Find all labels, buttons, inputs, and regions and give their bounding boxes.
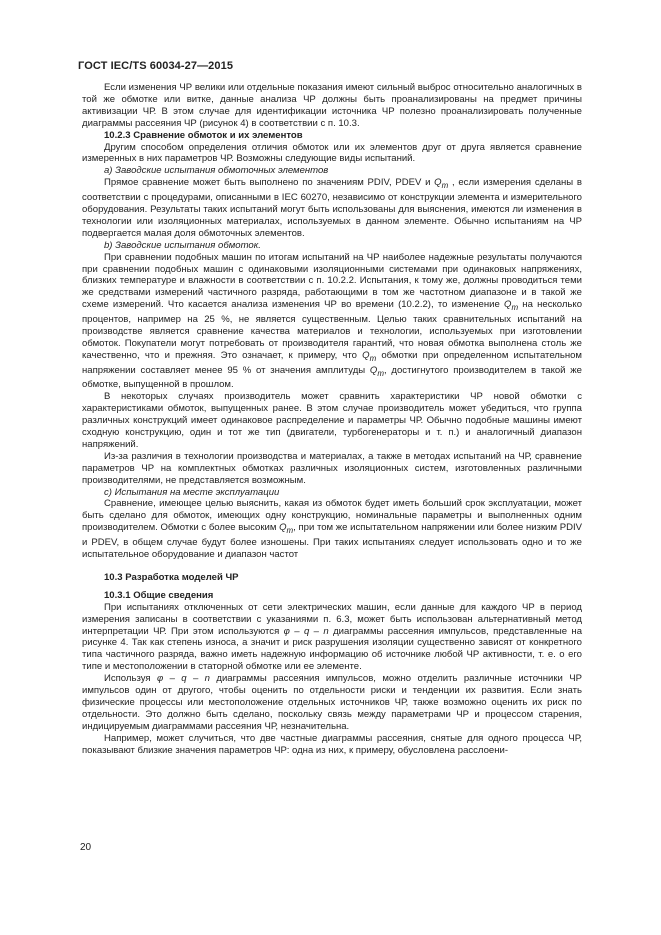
section-heading-10-3-1: 10.3.1 Общие сведения bbox=[104, 589, 214, 601]
paragraph: Другим способом определения отличия обмоток или их элементов друг от друга является сравнение измеренных в них параметров ЧР. Возможны следующие виды испытаний. bbox=[82, 141, 582, 165]
paragraph: При испытаниях отключенных от сети электрических машин, если данные для каждого ЧР в период измерения записаны в соответствии с указаниями п. 6.3, может быть использован альтернативный метод интерпретации ЧР. При этом используются φ – q – n диаграммы рассеяния импульсов, представленные на рисунке 4. Так как степень износа, а значит и риск разрушения изоляции существенно зависят от конкретного типа частичного разряда, важно иметь надежную информацию об источнике любой ЧР активности, т. е. о его типе и местоположении в статорной обмотке или ее элементе. bbox=[82, 601, 583, 673]
document-header: ГОСТ IEC/TS 60034-27—2015 bbox=[78, 60, 234, 72]
section-heading-10-2-3: 10.2.3 Сравнение обмоток и их элементов bbox=[104, 129, 303, 141]
section-heading-10-3: 10.3 Разработка моделей ЧР bbox=[104, 571, 239, 583]
paragraph: Прямое сравнение может быть выполнено по значениям PDIV, PDEV и $Q_m$ , если измерения сделаны в соответствии с процедурами, описанными в IEC 60270, независимо от конструкции элемента и измерительного оборудования. Результаты таких испытаний могут быть использованы для выяснения, имеются ли изменения в технологии или изоляционных материалах, используемых в данном элементе. Обычно испытаниям на ЧР подвергается малая доля обмоточных элементов. bbox=[82, 177, 582, 239]
page-number: 20 bbox=[80, 842, 92, 853]
paragraph: Например, может случиться, что две частные диаграммы рассеяния, снятые для одного процесса ЧР, показывают близкие значения параметров ЧР: одна из них, к примеру, обусловлена расслоени- bbox=[82, 732, 582, 756]
paragraph: При сравнении подобных машин по итогам испытаний на ЧР наиболее надежные результаты получаются при сравнении подобных машин с одинаковыми изоляционными системами при одинаковых напряжениях, близких температуре и влажности в соответствии с п. 10.2.2. Испытания, к тому же, должны проводиться теми же средствами измерений частичного разряда, работающими в том же частотном диапазоне и в такой же схеме измерений. Что касается анализа изменения ЧР во времени (10.2.2), то изменение $Q_m$ на несколько процентов, например на 25 %, не является существенным. Целью таких сравнительных испытаний на производстве является сравнение качества материалов и технологии, используемых при изготовлении обмоток. Покупатели могут потребовать от производителя гарантий, что новая обмотка выполнена столь же качественно, что и прежняя. Это означает, к примеру, что $Q_m$ обмотки при определенном испытательном напряжении составляет менее 95 % от значения амплитуды $Q_m$, достигнутого производителем в такой же обмотке, выпущенной в прошлом. bbox=[82, 251, 582, 391]
list-item-c: c) Испытания на месте эксплуатации bbox=[104, 486, 280, 498]
list-item-a: a) Заводские испытания обмоточных элементов bbox=[104, 165, 329, 177]
paragraph: Если изменения ЧР велики или отдельные показания имеют сильный выброс относительно аналогичных в той же обмотке или витке, данные анализа ЧР должны быть проанализированы на предмет причины активизации ЧР. В этом случае для идентификации источника ЧР полезно проанализировать полученные диаграммы рассеяния ЧР (рисунок 4) в соответствии с п. 10.3. bbox=[82, 82, 582, 129]
page-body bbox=[82, 82, 582, 756]
paragraph: В некоторых случаях производитель может сравнить характеристики ЧР новой обмотки с характеристиками обмоток, выпущенных ранее. В этом случае производитель может убедиться, что группа различных конструкций имеет одинаковое распределение и параметры ЧР. Обычно подобные машины имеют сходную конструкцию, один и тот же тип (двигатели, турбогенераторы и т. п.) и аналогичный диапазон напряжений. bbox=[82, 391, 582, 450]
paragraph: Используя φ – q – n диаграммы рассеяния импульсов, можно отделить различные источники ЧР импульсов один от другого, чтобы оценить по отдельности риски и тенденции их развития. Если знать физические процессы или местоположение отдельных источников ЧР, также возможно оценить их риск по отдельности. Это должно быть сделано, поскольку связь между параметрами ЧР и процессом старения, индицируемым диаграммами рассеяния ЧР, незначительна. bbox=[82, 673, 582, 732]
list-item-b: b) Заводские испытания обмоток. bbox=[104, 239, 261, 251]
paragraph: Из-за различия в технологии производства и материалах, а также в методах испытаний на ЧР, сравнение параметров ЧР на комплектных обмотках различных изоляционных систем, изготовленных различными производителями, не представляется возможным. bbox=[82, 450, 582, 486]
paragraph: Сравнение, имеющее целью выяснить, какая из обмоток будет иметь больший срок эксплуатации, может быть сделано для обмоток, имеющих одну конструкцию, номинальные параметры и выполненных одним производителем. Обмотки с более высоким $Q_m$, при том же испытательном напряжении или более низким PDIV и PDEV, в общем случае будут более изношены. При таких испытаниях следует использовать одно и то же испытательное оборудование и диапазон частот bbox=[82, 498, 582, 560]
